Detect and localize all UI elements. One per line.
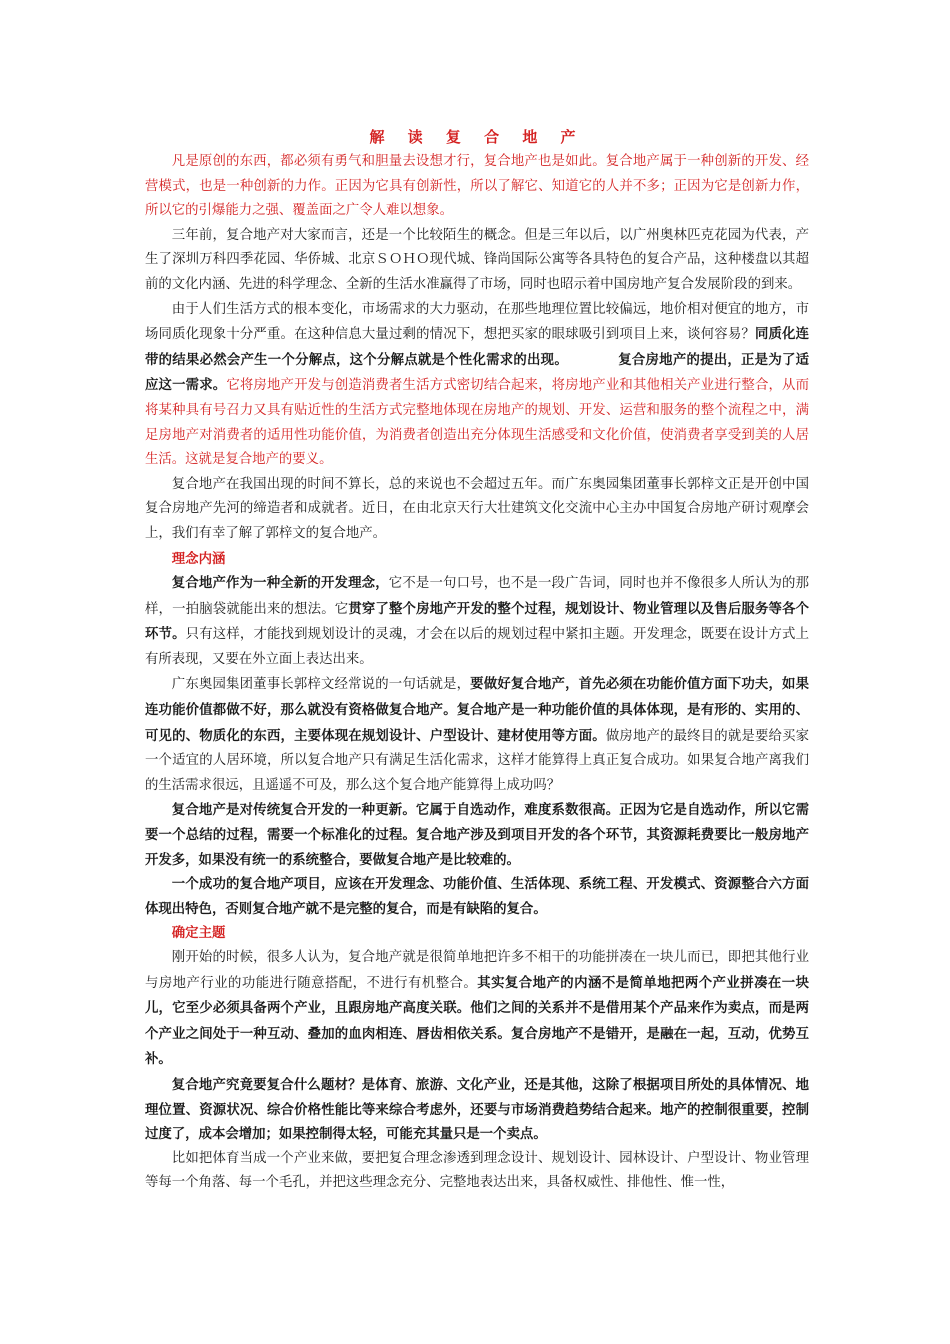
paragraph-market — [145, 298, 809, 473]
paragraph-sports: 比如把体育当成一个产业来做，要把复合理念渗透到理念设计、规划设计、园林设计、户型设计、物业管理等每一个角落、每一个毛孔，并把这些理念充分、完整地表达出来，具备权威性、排他性、惟一性， — [145, 1150, 809, 1191]
paragraph-theme — [145, 946, 809, 1073]
paragraph-market-bold-2: 复合房地产的提出，正是为了适应这一需求。 — [145, 351, 810, 394]
document-title: 解 读 复 合 地 产 — [369, 128, 585, 146]
paragraph-renewal: 复合地产是对传统复合开发的一种更新。它属于自选动作，难度系数很高。正因为它是自选动作，所以它需要一个总结的过程，需要一个标准化的过程。复合地产涉及到项目开发的各个环节，其资源耗费要比一般房地产开发多，如果没有统一的系统整合，要做复合地产是比较难的。 — [145, 802, 809, 868]
paragraph-function-bold: 要做好复合地产，首先必须在功能价值方面下功夫，如果连功能价值都做不好，那么就没有资格做复合地产。复合地产是一种功能价值的具体体现，是有形的、实用的、可见的、物质化的东西，主要体现在规划设计、户型设计、建材使用等方面。 — [145, 676, 809, 744]
paragraph-market-text: 由于人们生活方式的根本变化，市场需求的大力驱动，在那些地理位置比较偏远，地价相对便宜的地方，市场同质化现象十分严重。在这种信息大量过剩的情况下，想把买家的眼球吸引到项目上来，谈何容易？ — [145, 301, 809, 343]
paragraph-concept-text-2: 只有这样，才能找到规划设计的灵魂，才会在以后的规划过程中紧扣主题。开发理念，既要在设计方式上有所表现，又要在外立面上表达出来。 — [145, 627, 810, 667]
paragraph-concept-bold: 复合地产作为一种全新的开发理念， — [171, 575, 389, 592]
intro-paragraph: 凡是原创的东西，都必须有勇气和胆量去设想才行，复合地产也是如此。复合地产属于一种创新的开发、经营模式，也是一种创新的力作。正因为它具有创新性，所以了解它、知道它的人并不多；正因为它是创新力作，所以它的引爆能力之强、覆盖面之广令人难以想象。 — [145, 154, 809, 219]
paragraph-market-red: 它将房地产开发与创造消费者生活方式密切结合起来，将房地产业和其他相关产业进行整合，从而将某种具有号召力又具有贴近性的生活方式完整地体现在房地产的规划、开发、运营和服务的整个流程之中，满足房地产对消费者的适用性功能价值，为消费者创造出充分体现生活感受和文化价值，使消费者享受到美的人居生活。这就是复合地产的要义。 — [145, 378, 809, 468]
paragraph-theme-bold: 其实复合地产的内涵不是简单地把两个产业拼凑在一块儿，它至少必须具备两个产业，且跟房地产高度关联。他们之间的关系并不是借用某个产品来作为卖点，而是两个产业之间处于一种互动、叠加的血肉相连、唇齿相依关系。复合房地产不是错开，是融在一起，互动，优势互补。 — [145, 974, 810, 1068]
paragraph-function-value — [145, 672, 809, 798]
paragraph-concept — [145, 571, 809, 672]
paragraph-success: 一个成功的复合地产项目，应该在开发理念、功能价值、生活体现、系统工程、开发模式、资源整合六方面体现出特色，否则复合地产就不是完整的复合，而是有缺陷的复合。 — [145, 876, 809, 917]
paragraph-founder: 复合地产在我国出现的时间不算长，总的来说也不会超过五年。而广东奥园集团董事长郭梓文正是开创中国复合房地产先河的缔造者和成就者。近日，在由北京天行大壮建筑文化交流中心主办中国复合房地产研讨观摩会上，我们有幸了解了郭梓文的复合地产。 — [145, 476, 809, 541]
document-page — [145, 124, 809, 1196]
section-heading-concept: 理念内涵 — [171, 550, 226, 567]
section-heading-theme: 确定主题 — [171, 925, 226, 942]
paragraph-function-text: 广东奥园集团董事长郭梓文经常说的一句话就是， — [171, 677, 471, 693]
paragraph-history: 三年前，复合地产对大家而言，还是一个比较陌生的概念。但是三年以后，以广州奥林匹克花园为代表，产生了深圳万科四季花园、华侨城、北京ＳＯＨＯ现代城、锋尚国际公寓等各具特色的复合产品，这种楼盘以其超前的文化内涵、先进的科学理念、全新的生活水准赢得了市场，同时也昭示着中国房地产复合发展阶段的到来。 — [145, 227, 809, 292]
paragraph-market-bold: 同质化连带的结果必然会产生一个分解点，这个分解点就是个性化需求的出现。 — [145, 326, 810, 368]
paragraph-function-text-2: 做房地产的最终目的就是要给买家一个适宜的人居环境，所以复合地产只有满足生活化需求，这样才能算得上真正复合成功。如果复合地产离我们的生活需求很远，且遥遥不可及，那么这个复合地产能算得上成功吗？ — [145, 728, 810, 793]
paragraph-theme-text: 刚开始的时候，很多人认为，复合地产就是很简单地把许多不相干的功能拼凑在一块儿而已，即把其他行业与房地产行业的功能进行随意搭配，不进行有机整合。 — [145, 950, 809, 991]
paragraph-concept-text: 它不是一句口号，也不是一段广告词，同时也并不像很多人所认为的那样，一拍脑袋就能出来的想法。它 — [145, 576, 810, 617]
paragraph-topic: 复合地产究竟要复合什么题材？是体育、旅游、文化产业，还是其他，这除了根据项目所处的具体情况、地理位置、资源状况、综合价格性能比等来综合考虑外，还要与市场消费趋势结合起来。地产的控制很重要，控制过度了，成本会增加；如果控制得太轻，可能充其量只是一个卖点。 — [145, 1076, 809, 1143]
paragraph-concept-bold-2: 贯穿了整个房地产开发的整个过程，规划设计、物业管理以及售后服务等各个环节。 — [145, 600, 810, 643]
